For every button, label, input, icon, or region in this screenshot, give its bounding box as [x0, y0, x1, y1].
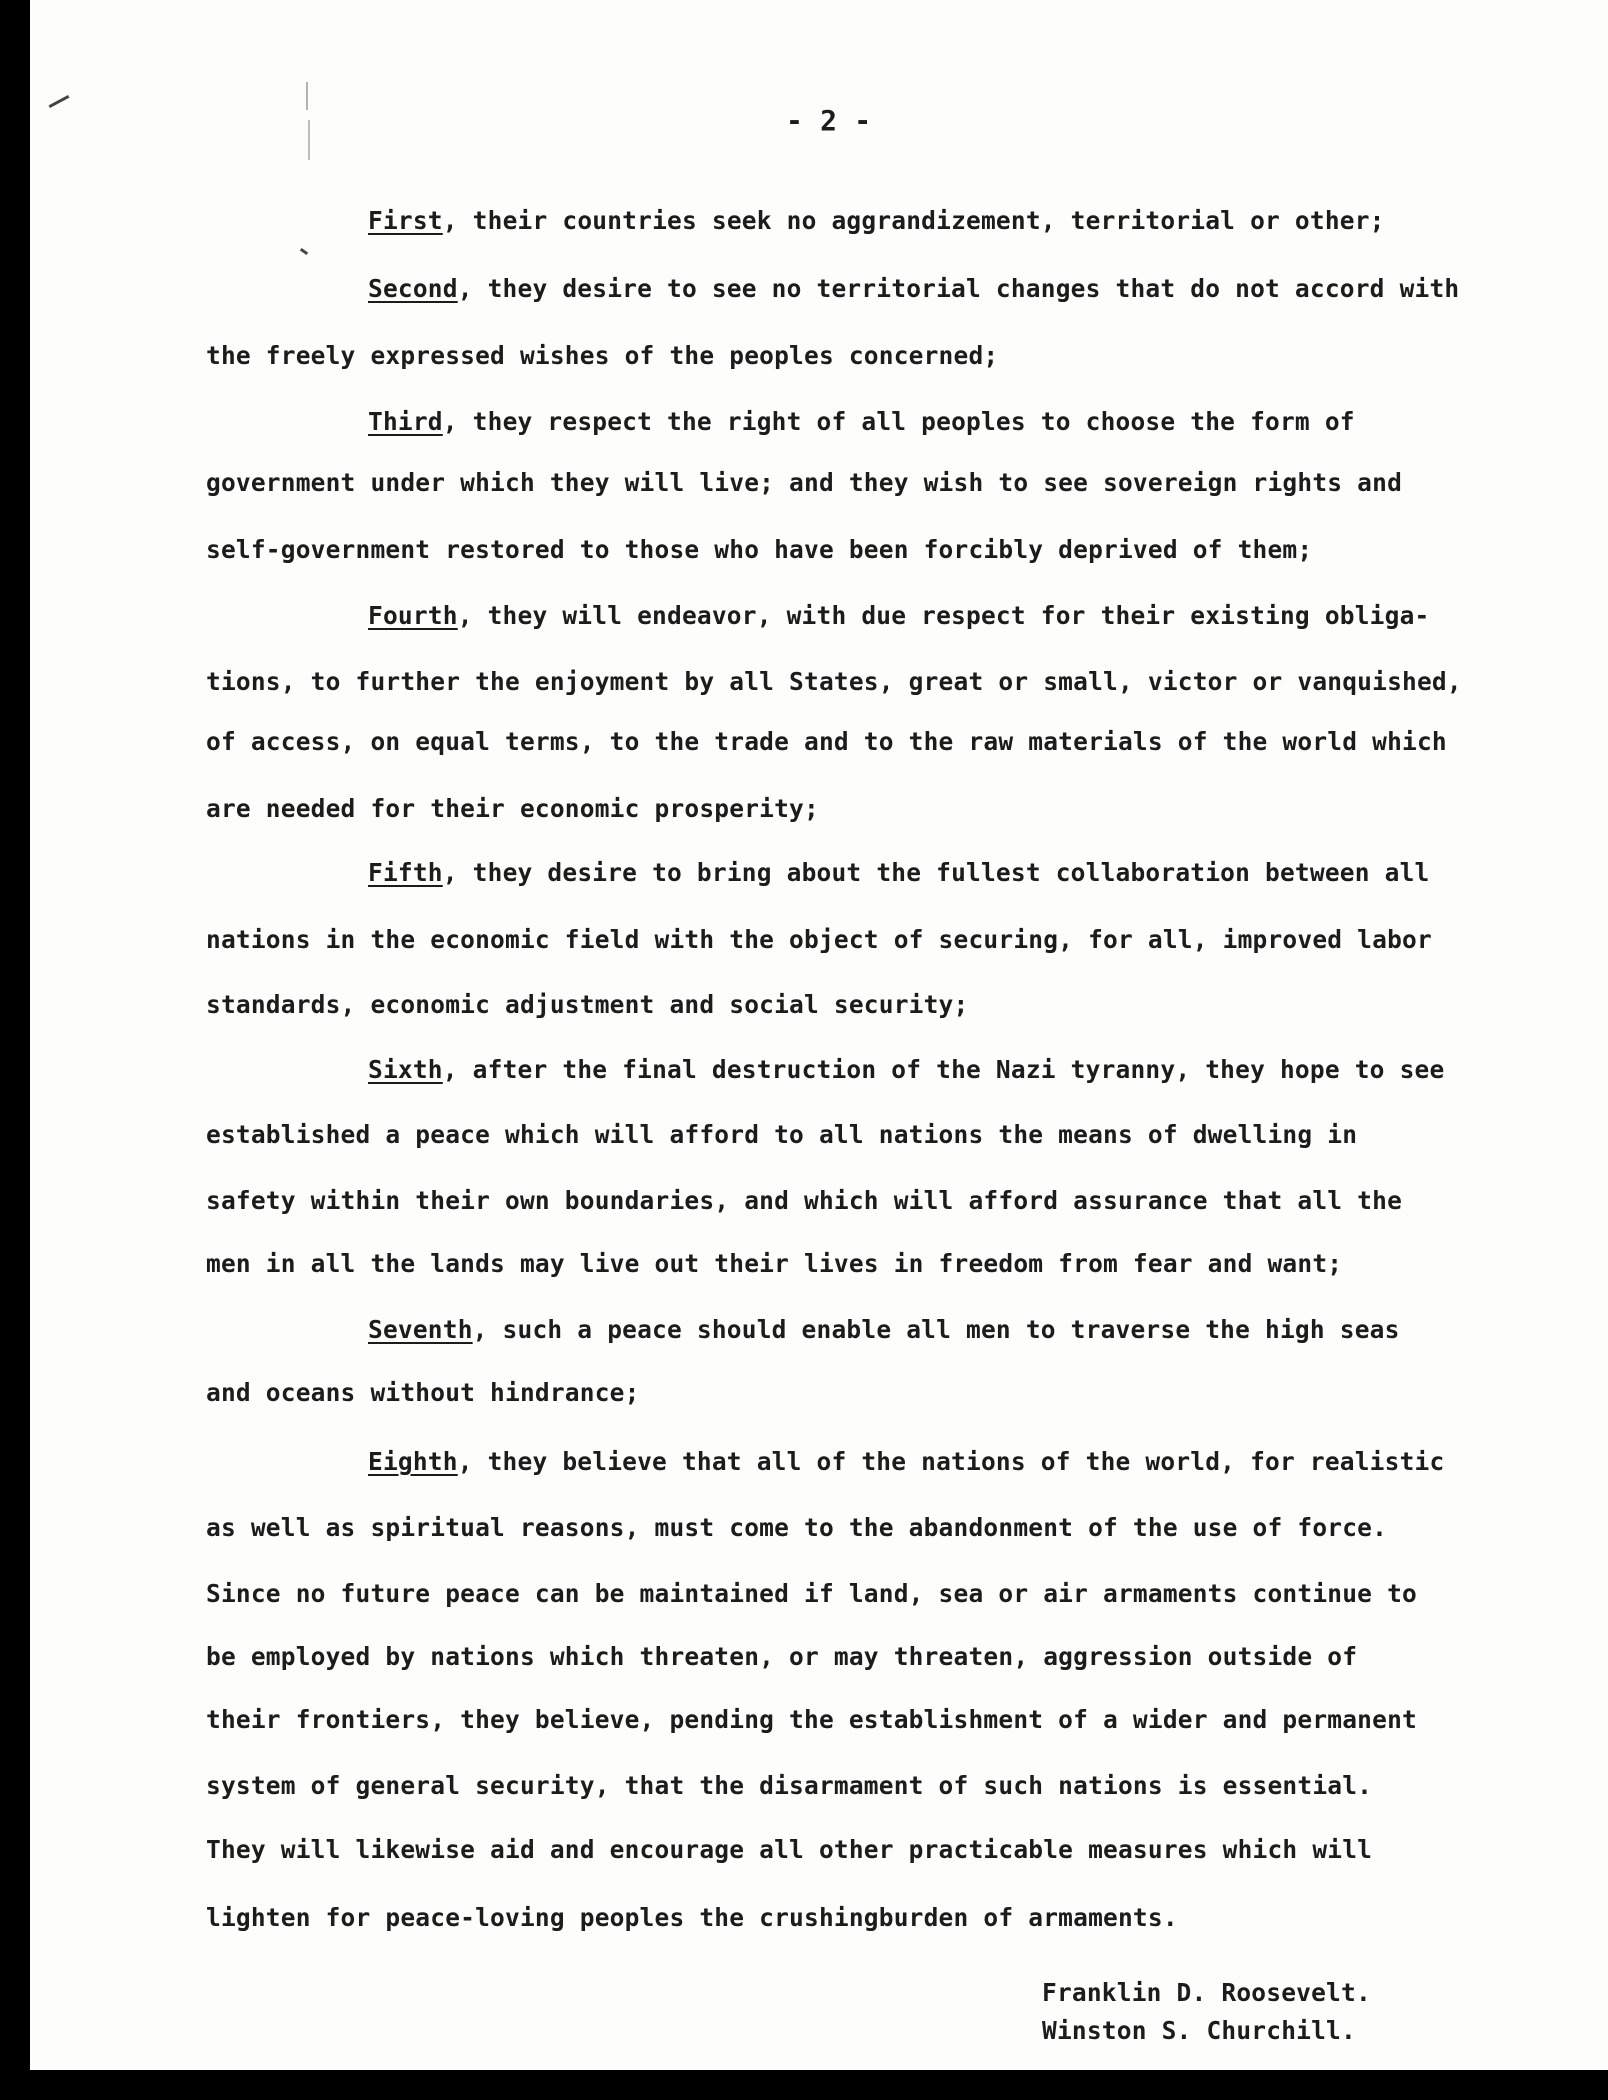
ordinal-fifth: Fifth [368, 858, 443, 887]
paper-mark [300, 248, 308, 255]
ordinal-sixth: Sixth [368, 1055, 443, 1084]
ordinal-fourth: Fourth [368, 601, 458, 630]
text-line: established a peace which will afford to all nations the means of dwelling in [206, 1120, 1358, 1149]
ordinal-first: First [368, 206, 443, 235]
page-number: - 2 - [786, 104, 872, 137]
signature-roosevelt: Franklin D. Roosevelt. [1042, 1978, 1371, 2007]
text-line: are needed for their economic prosperity; [206, 794, 819, 823]
text-line: standards, economic adjustment and social security; [206, 990, 969, 1019]
text-line: lighten for peace-loving peoples the crushingburden of armaments. [206, 1903, 1178, 1932]
text-line: tions, to further the enjoyment by all States, great or small, victor or vanquished, [206, 667, 1462, 696]
text-line: nations in the economic field with the object of securing, for all, improved labor [206, 925, 1432, 954]
text-line: of access, on equal terms, to the trade and to the raw materials of the world which [206, 727, 1447, 756]
text-line: and oceans without hindrance; [206, 1378, 640, 1407]
text-line: be employed by nations which threaten, or may threaten, aggression outside of [206, 1642, 1358, 1671]
document-page [30, 0, 1608, 2070]
text-line: , they desire to see no territorial changes that do not accord with [457, 274, 1460, 303]
signature-churchill: Winston S. Churchill. [1042, 2016, 1356, 2045]
ordinal-eighth: Eighth [368, 1447, 458, 1476]
text-line: men in all the lands may live out their lives in freedom from fear and want; [206, 1249, 1343, 1278]
text-line: , they believe that all of the nations of the world, for realistic [457, 1447, 1445, 1476]
paragraph-eighth [368, 1447, 1444, 1476]
text-line: as well as spiritual reasons, must come to the abandonment of the use of force. [206, 1513, 1388, 1542]
ordinal-seventh: Seventh [368, 1315, 473, 1344]
text-line: their frontiers, they believe, pending the establishment of a wider and permanent [206, 1705, 1417, 1734]
paper-mark [308, 120, 310, 160]
paragraph-fifth [368, 858, 1429, 887]
text-line: , they desire to bring about the fullest collaboration between all [442, 858, 1430, 887]
text-line: They will likewise aid and encourage all other practicable measures which will [206, 1835, 1373, 1864]
ordinal-third: Third [368, 407, 443, 436]
text-line: , they will endeavor, with due respect for their existing obliga- [457, 601, 1430, 630]
text-line: , after the final destruction of the Nazi tyranny, they hope to see [442, 1055, 1445, 1084]
paper-mark [49, 95, 70, 108]
paragraph-sixth [368, 1055, 1444, 1084]
text-line: government under which they will live; and they wish to see sovereign rights and [206, 468, 1403, 497]
scan-border [0, 2070, 1608, 2100]
text-line: safety within their own boundaries, and which will afford assurance that all the [206, 1186, 1403, 1215]
paragraph-fourth [368, 601, 1429, 630]
text-line: , their countries seek no aggrandizement, territorial or other; [442, 206, 1385, 235]
paper-mark [306, 82, 308, 110]
ordinal-second: Second [368, 274, 458, 303]
paragraph-first [368, 206, 1385, 235]
text-line: , they respect the right of all peoples to choose the form of [442, 407, 1355, 436]
paragraph-third [368, 407, 1355, 436]
paragraph-second [368, 274, 1459, 303]
text-line: system of general security, that the disarmament of such nations is essential. [206, 1771, 1373, 1800]
paragraph-seventh [368, 1315, 1400, 1344]
text-line: the freely expressed wishes of the peoples concerned; [206, 341, 999, 370]
text-line: Since no future peace can be maintained if land, sea or air armaments continue to [206, 1579, 1417, 1608]
text-line: self-government restored to those who have been forcibly deprived of them; [206, 535, 1313, 564]
text-line: , such a peace should enable all men to traverse the high seas [472, 1315, 1400, 1344]
